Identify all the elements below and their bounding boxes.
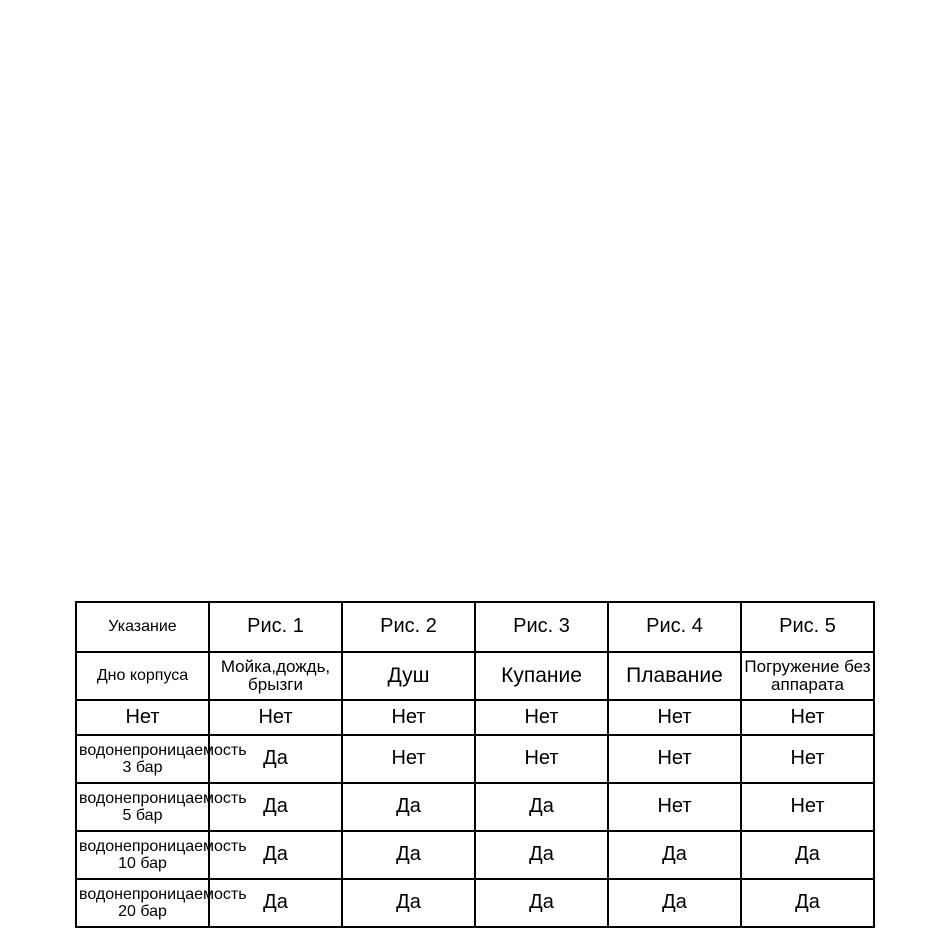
row-label-cell: водонепроницаемость 3 бар [76, 735, 209, 783]
table-cell: Да [475, 783, 608, 831]
row-label-cell: водонепроницаемость 10 бар [76, 831, 209, 879]
table-cell: Нет [209, 700, 342, 735]
header-cell-indication: Указание [76, 602, 209, 652]
table-row [76, 879, 874, 927]
table-cell: Да [475, 831, 608, 879]
water-resistance-table [75, 601, 875, 928]
header-cell-fig-5: Рис. 5 [741, 602, 874, 652]
table-cell: Да [209, 831, 342, 879]
subheader-cell-case-back: Дно корпуса [76, 652, 209, 700]
table-cell: Нет [475, 735, 608, 783]
table-row [76, 831, 874, 879]
table-cell: Да [209, 735, 342, 783]
table-cell: Нет [342, 700, 475, 735]
subheader-cell-bathing: Купание [475, 652, 608, 700]
table-cell: Да [475, 879, 608, 927]
table-cell: Да [608, 831, 741, 879]
table-cell: Да [209, 879, 342, 927]
table-cell: Нет [741, 735, 874, 783]
header-cell-fig-1: Рис. 1 [209, 602, 342, 652]
table-cell: Да [741, 879, 874, 927]
table-header-row [76, 602, 874, 652]
row-label-cell: водонепроницаемость 20 бар [76, 879, 209, 927]
table-cell: Нет [475, 700, 608, 735]
table-cell: Да [342, 879, 475, 927]
subheader-cell-washing-rain: Мойка,дождь, брызги [209, 652, 342, 700]
table-cell: Да [209, 783, 342, 831]
table-subheader-row [76, 652, 874, 700]
table-cell: Нет [741, 700, 874, 735]
table-cell: Нет [608, 700, 741, 735]
header-cell-fig-4: Рис. 4 [608, 602, 741, 652]
table-cell: Да [608, 879, 741, 927]
row-label-cell: водонепроницаемость 5 бар [76, 783, 209, 831]
table-cell: Нет [608, 783, 741, 831]
header-cell-fig-3: Рис. 3 [475, 602, 608, 652]
subheader-cell-shower: Душ [342, 652, 475, 700]
table-cell: Нет [741, 783, 874, 831]
table-cell: Да [342, 783, 475, 831]
table-row [76, 735, 874, 783]
table-row [76, 783, 874, 831]
header-cell-fig-2: Рис. 2 [342, 602, 475, 652]
table-cell: Нет [342, 735, 475, 783]
table-row [76, 700, 874, 735]
table-cell: Да [342, 831, 475, 879]
table-cell: Да [741, 831, 874, 879]
subheader-cell-swimming: Плавание [608, 652, 741, 700]
subheader-cell-diving: Погружение без аппарата [741, 652, 874, 700]
row-label-cell: Нет [76, 700, 209, 735]
table-cell: Нет [608, 735, 741, 783]
